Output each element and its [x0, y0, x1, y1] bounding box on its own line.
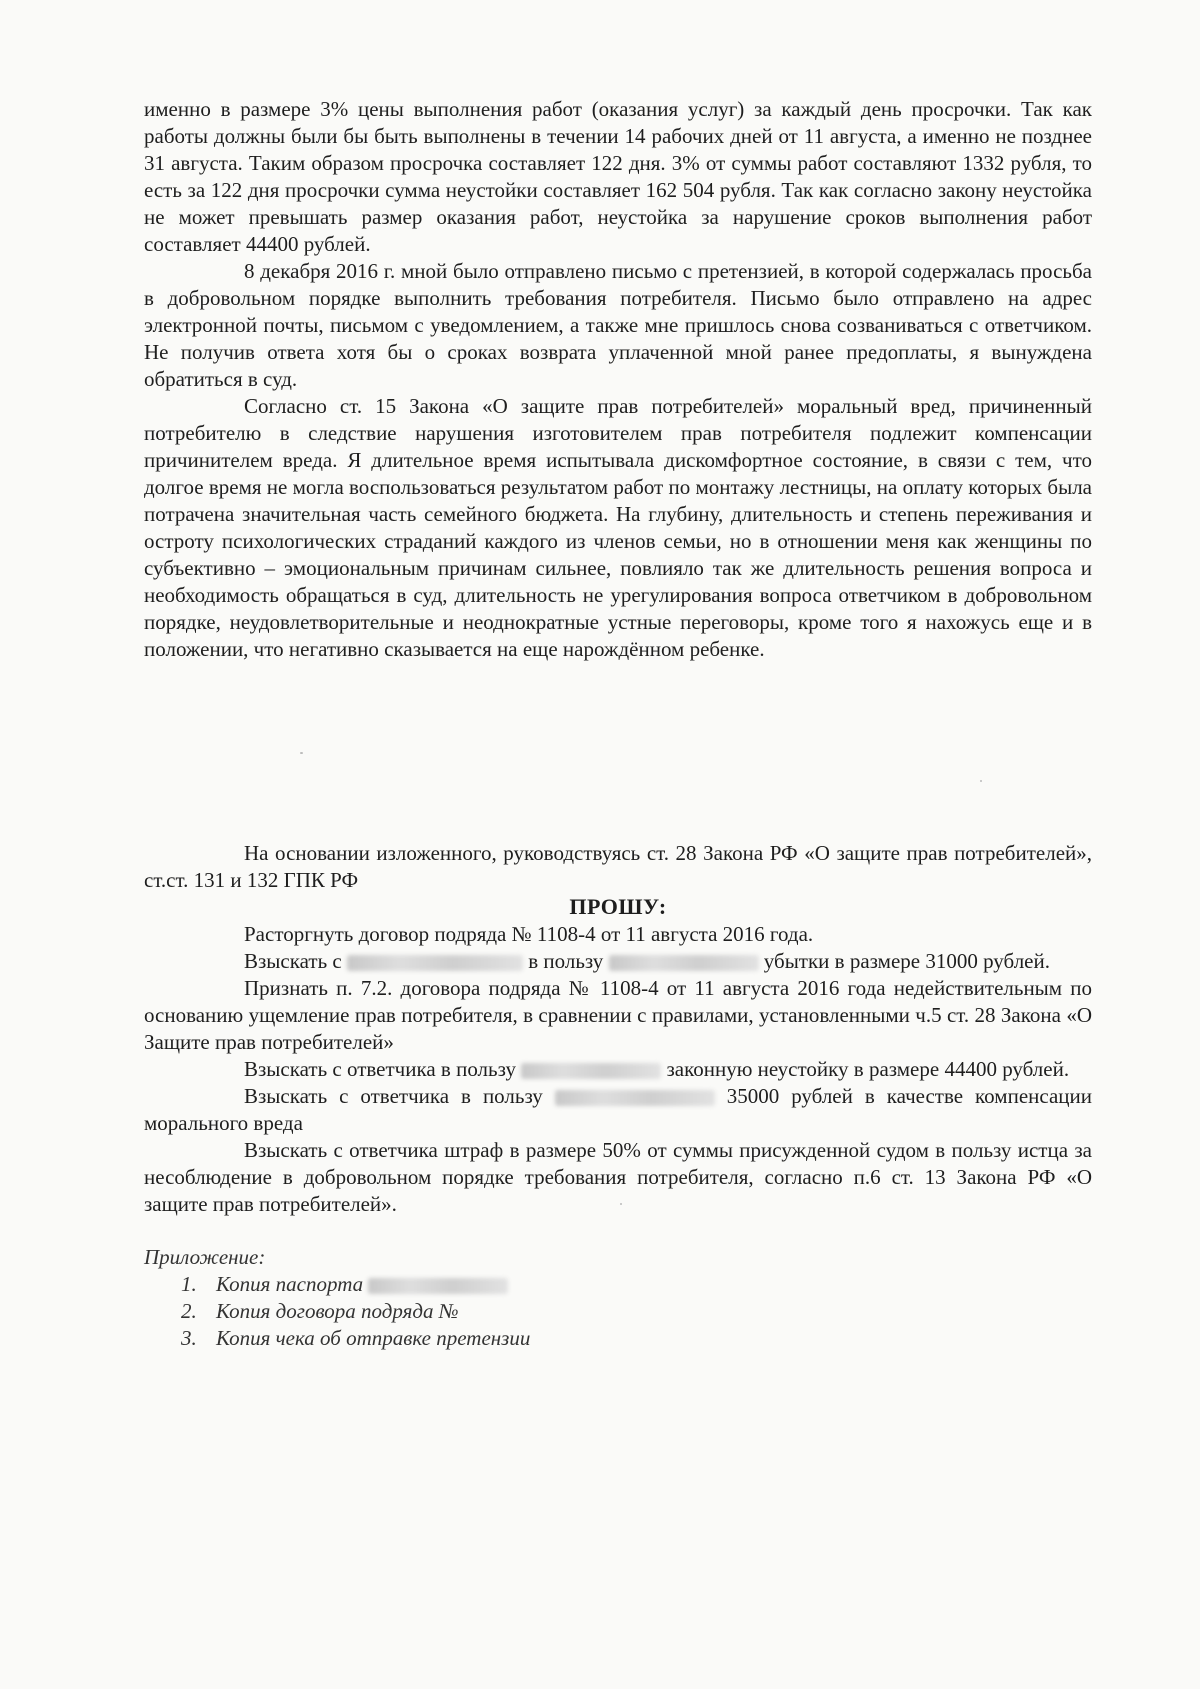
attachment-item: 2. Копия договора подряда №: [202, 1298, 1044, 1325]
request-recover-losses-part2: в пользу: [528, 949, 604, 973]
attachments: [144, 1244, 1044, 1352]
redacted-defendant-name: [347, 955, 523, 971]
request-invalidate-clause: Признать п. 7.2. договора подряда № 1108-4 от 11 августа 2016 года недействительным по основанию ущемление прав потребителя, в сравнении с правилами, установленными ч.5 ст. 28 Закона «О Защите прав потребителей»: [144, 976, 1092, 1054]
request-moral-compensation-part1: Взыскать с ответчика в пользу: [244, 1084, 543, 1108]
request-penalty-part1: Взыскать с ответчика в пользу: [244, 1057, 516, 1081]
request-moral-compensation: [144, 1083, 1092, 1137]
paragraph-grounds: На основании изложенного, руководствуясь ст. 28 Закона РФ «О защите прав потребителей», ст.ст. 131 и 132 ГПК РФ: [144, 841, 1092, 892]
request-penalty: [144, 1056, 1092, 1083]
request-recover-losses-part3: убытки в размере 31000 рублей.: [763, 949, 1050, 973]
request-penalty-part2: законную неустойку в размере 44400 рублей.: [666, 1057, 1070, 1081]
request-terminate-contract: Расторгнуть договор подряда № 1108-4 от 11 августа 2016 года.: [244, 922, 814, 946]
request-heading: ПРОШУ:: [569, 894, 667, 919]
attachments-title: Приложение:: [144, 1245, 266, 1269]
request-moral-compensation-part2: 35000 рублей в качестве компенсации морального вреда: [144, 1084, 1092, 1135]
document-body: [144, 96, 1092, 663]
attachment-item: 3. Копия чека об отправке претензии: [202, 1325, 1044, 1352]
scan-speck: [300, 752, 303, 754]
paragraph-grounds-wrap: [144, 840, 1092, 894]
paragraph-claim-letter: 8 декабря 2016 г. мной было отправлено письмо с претензией, в которой содержалась просьба в добровольном порядке выполнить требования потребителя. Письмо было отправлено на адрес электронной почты, письмом с уведомлением, а также мне пришлось снова созваниваться с ответчиком. Не получив ответа хотя бы о сроках возврата уплаченной мной ранее предоплаты, я вынуждена обратиться в суд.: [144, 259, 1092, 391]
redacted-plaintiff-name: [609, 955, 759, 971]
scan-speck: [620, 1203, 622, 1205]
paragraph-moral-damage: Согласно ст. 15 Закона «О защите прав потребителей» моральный вред, причиненный потребителю в следствие нарушения изготовителем прав потребителя подлежит компенсации причинителем вреда. Я длительное время испытывала дискомфортное состояние, в связи с тем, что долгое время не могла воспользоваться результатом работ по монтажу лестницы, на оплату которых была потрачена значительная часть семейного бюджета. На глубину, длительность и степень переживания и остроту психологических страданий каждого из членов семьи, но в отношении меня как женщины по субъективно – эмоциональным причинам сильнее, повлияло так же длительность решения вопроса и необходимость обращаться в суд, длительность не урегулирования вопроса ответчиком в добровольном порядке, неудовлетворительные и неоднократные устные переговоры, кроме того я нахожусь еще и в положении, что негативно сказывается на еще нарождённом ребенке.: [144, 394, 1092, 661]
request-recover-losses: [144, 948, 1092, 975]
scan-speck: [980, 780, 982, 782]
redacted-plaintiff-name: [555, 1090, 715, 1106]
redacted-plaintiff-name: [521, 1063, 661, 1079]
request-fine: Взыскать с ответчика штраф в размере 50% от суммы присужденной судом в пользу истца за несоблюдение в добровольном порядке требования потребителя, согласно п.6 ст. 13 Закона РФ «О защите прав потребителей».: [144, 1138, 1092, 1216]
request-recover-losses-part1: Взыскать с: [244, 949, 342, 973]
redacted-plaintiff-name: [368, 1278, 508, 1294]
attachments-list: [144, 1271, 1044, 1352]
attachment-item: 1. Копия паспорта: [202, 1271, 1044, 1298]
requests-block: [144, 921, 1092, 1218]
paragraph-penalty-calc: именно в размере 3% цены выполнения работ (оказания услуг) за каждый день просрочки. Так как работы должны были бы быть выполнены в течении 14 рабочих дней от 11 августа, а именно не позднее 31 августа. Таким образом просрочка составляет 122 дня. 3% от суммы работ составляют 1332 рубля, то есть за 122 дня просрочки сумма неустойки составляет 162 504 рубля. Так как согласно закону неустойка не может превышать размер оказания работ, неустойка за нарушение сроков выполнения работ составляет 44400 рублей.: [144, 97, 1092, 256]
